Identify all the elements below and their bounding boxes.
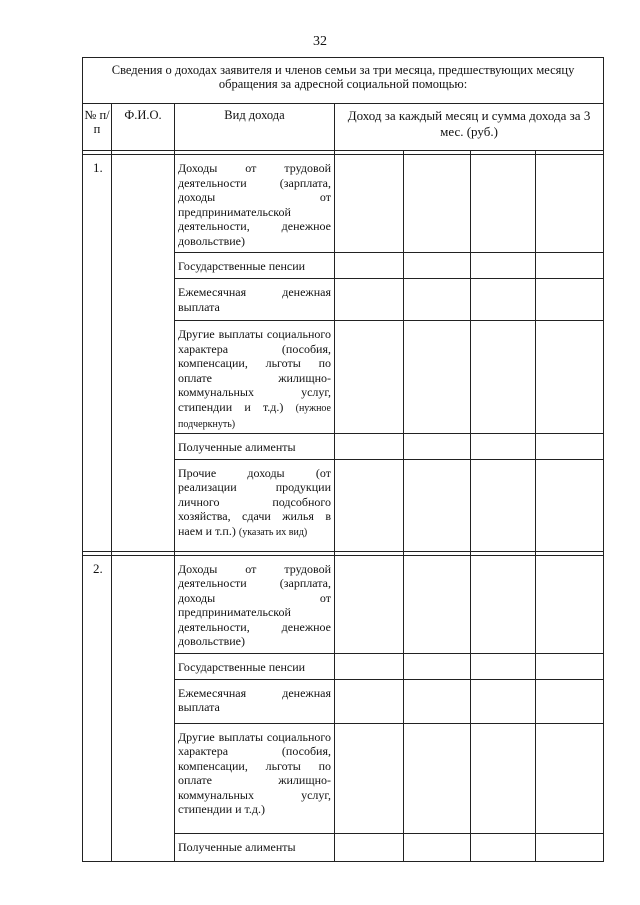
income-kind-label: Государственные пенсии (178, 259, 306, 273)
income-kind-cell (175, 653, 335, 679)
header-name: Ф.И.О. (112, 104, 175, 151)
income-kind-label: Доходы от трудовой деятельности (зарплата, доходы от предпринимательской деятельности, денежное довольствие) (178, 161, 331, 248)
income-kind-cell (175, 155, 335, 253)
income-kind-cell (175, 459, 335, 551)
month-income-cell[interactable] (471, 723, 536, 833)
fio-cell[interactable] (112, 155, 175, 552)
income-kind-label: Ежемесячная денежная выплата (178, 685, 331, 714)
income-kind-cell (175, 279, 335, 321)
table-title-row (83, 58, 604, 104)
month-income-cell[interactable] (404, 155, 471, 253)
month-income-cell[interactable] (335, 679, 404, 723)
month-income-cell[interactable] (471, 433, 536, 459)
total-income-cell[interactable] (536, 253, 604, 279)
table-header-row (83, 104, 604, 151)
income-kind-cell (175, 321, 335, 434)
month-income-cell[interactable] (335, 253, 404, 279)
month-income-cell[interactable] (404, 321, 471, 434)
income-table (82, 57, 604, 862)
total-income-cell[interactable] (536, 653, 604, 679)
income-kind-label: Доходы от трудовой деятельности (зарплата, доходы от предпринимательской деятельности, денежное довольствие) (178, 561, 331, 648)
header-income: Доход за каждый месяц и сумма дохода за 3 мес. (руб.) (335, 104, 604, 151)
total-income-cell[interactable] (536, 555, 604, 653)
income-kind-cell (175, 723, 335, 833)
total-income-cell[interactable] (536, 723, 604, 833)
total-income-cell[interactable] (536, 833, 604, 861)
month-income-cell[interactable] (404, 253, 471, 279)
month-income-cell[interactable] (404, 433, 471, 459)
month-income-cell[interactable] (404, 679, 471, 723)
month-income-cell[interactable] (335, 459, 404, 551)
total-income-cell[interactable] (536, 433, 604, 459)
month-income-cell[interactable] (471, 653, 536, 679)
fio-cell[interactable] (112, 555, 175, 861)
month-income-cell[interactable] (335, 555, 404, 653)
month-income-cell[interactable] (335, 433, 404, 459)
income-kind-cell (175, 253, 335, 279)
income-kind-cell (175, 833, 335, 861)
month-income-cell[interactable] (471, 459, 536, 551)
total-income-cell[interactable] (536, 679, 604, 723)
total-income-cell[interactable] (536, 279, 604, 321)
income-kind-cell (175, 555, 335, 653)
row-number: 2. (83, 555, 112, 861)
month-income-cell[interactable] (404, 723, 471, 833)
month-income-cell[interactable] (471, 555, 536, 653)
income-kind-note: (указать их вид) (238, 526, 308, 538)
month-income-cell[interactable] (471, 833, 536, 861)
table-title: Сведения о доходах заявителя и членов семьи за три месяца, предшествующих месяцу обращения за адресной социальной помощью: (83, 58, 604, 104)
income-kind-note: (нужное подчеркнуть) (178, 402, 331, 430)
income-table-body (83, 58, 604, 862)
page-number: 32 (313, 34, 327, 49)
row-number: 1. (83, 155, 112, 552)
income-kind-label: Прочие доходы (от реализации продукции личного подсобного хозяйства, сдачи жилья в наем и т.п.) (178, 465, 331, 538)
income-kind-label: Другие выплаты социального характера (пособия, компенсации, льготы по оплате жилищно-коммунальных услуг, стипендии и т.д.) (178, 327, 331, 414)
month-income-cell[interactable] (471, 279, 536, 321)
income-kind-label: Государственные пенсии (178, 659, 306, 674)
month-income-cell[interactable] (471, 155, 536, 253)
month-income-cell[interactable] (471, 321, 536, 434)
month-income-cell[interactable] (471, 679, 536, 723)
month-income-cell[interactable] (335, 155, 404, 253)
income-row (83, 555, 604, 653)
income-row (83, 155, 604, 253)
income-kind-label: Другие выплаты социального характера (пособия, компенсации, льготы по оплате жилищно-коммунальных услуг, стипендии и т.д.) (178, 729, 331, 816)
total-income-cell[interactable] (536, 459, 604, 551)
header-num: № п/п (83, 104, 112, 151)
month-income-cell[interactable] (471, 253, 536, 279)
month-income-cell[interactable] (335, 833, 404, 861)
header-kind: Вид дохода (175, 104, 335, 151)
month-income-cell[interactable] (404, 653, 471, 679)
total-income-cell[interactable] (536, 155, 604, 253)
month-income-cell[interactable] (335, 653, 404, 679)
income-kind-cell (175, 433, 335, 459)
month-income-cell[interactable] (404, 459, 471, 551)
income-kind-label: Ежемесячная денежная выплата (178, 285, 331, 314)
income-kind-label: Полученные алименты (178, 839, 296, 854)
month-income-cell[interactable] (335, 321, 404, 434)
month-income-cell[interactable] (335, 723, 404, 833)
month-income-cell[interactable] (404, 555, 471, 653)
total-income-cell[interactable] (536, 321, 604, 434)
income-kind-cell (175, 679, 335, 723)
month-income-cell[interactable] (335, 279, 404, 321)
month-income-cell[interactable] (404, 279, 471, 321)
month-income-cell[interactable] (404, 833, 471, 861)
income-kind-label: Полученные алименты (178, 439, 296, 454)
